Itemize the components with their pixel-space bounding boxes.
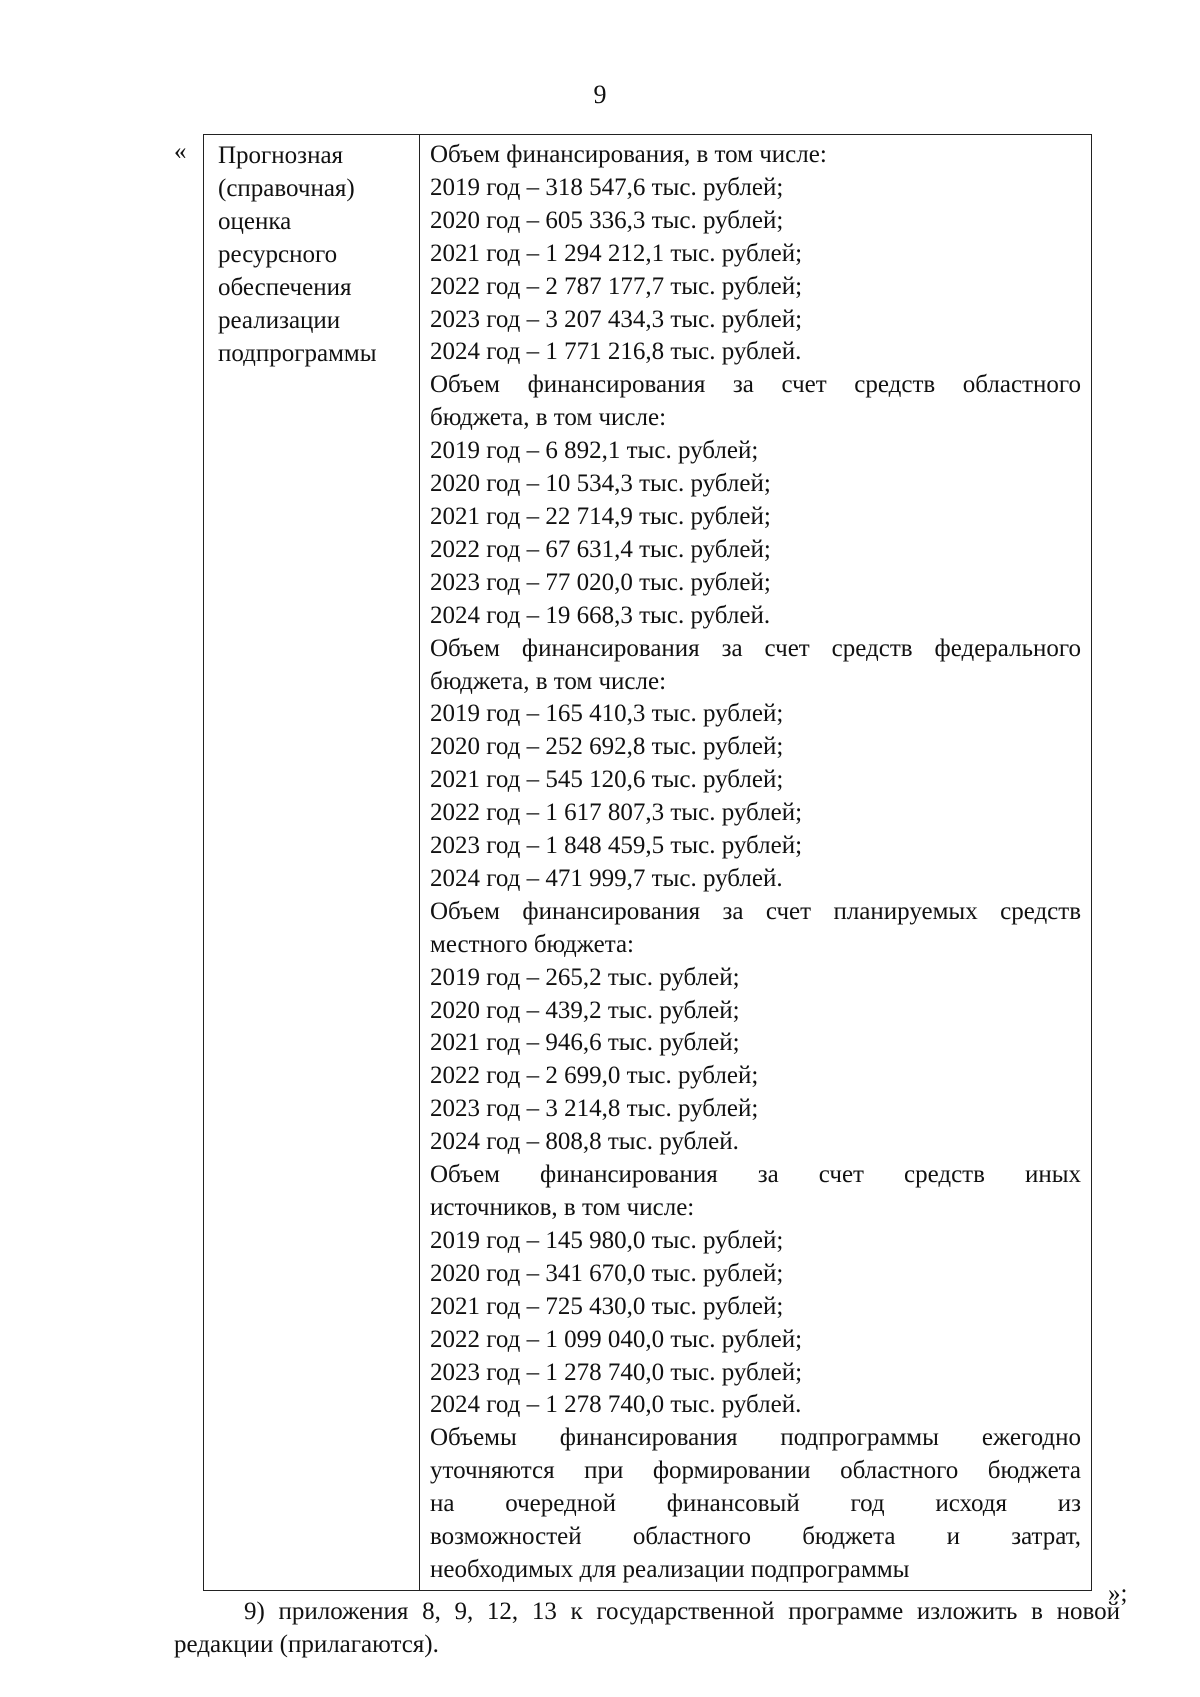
financing-line: уточняются при формировании областного бюджета bbox=[430, 1457, 1081, 1485]
financing-line: 2020 год – 605 336,3 тыс. рублей; bbox=[430, 206, 784, 234]
financing-line: 2024 год – 808,8 тыс. рублей. bbox=[430, 1128, 739, 1156]
financing-line: Объем финансирования за счет средств областного bbox=[430, 371, 1081, 399]
financing-line: 2021 год – 725 430,0 тыс. рублей; bbox=[430, 1292, 784, 1320]
closing-quote-mark: »; bbox=[1108, 1580, 1128, 1607]
label-line: (справочная) bbox=[218, 175, 355, 202]
label-line: подпрограммы bbox=[218, 340, 377, 367]
financing-line: 2023 год – 77 020,0 тыс. рублей; bbox=[430, 568, 771, 596]
content-cell bbox=[420, 135, 1091, 1590]
label-line: Прогнозная bbox=[218, 142, 344, 169]
financing-line: бюджета, в том числе: bbox=[430, 404, 667, 432]
financing-line: 2022 год – 67 631,4 тыс. рублей; bbox=[430, 535, 771, 563]
financing-line: 2022 год – 1 617 807,3 тыс. рублей; bbox=[430, 799, 803, 827]
financing-line: 2021 год – 1 294 212,1 тыс. рублей; bbox=[430, 239, 803, 267]
financing-line: Объем финансирования за счет средств иных bbox=[430, 1161, 1081, 1189]
financing-line: 2024 год – 1 771 216,8 тыс. рублей. bbox=[430, 338, 802, 366]
label-line: оценка bbox=[218, 208, 292, 235]
financing-line: бюджета, в том числе: bbox=[430, 667, 667, 695]
financing-line: источников, в том числе: bbox=[430, 1194, 695, 1221]
page-number: 9 bbox=[593, 80, 607, 109]
financing-line: 2021 год – 545 120,6 тыс. рублей; bbox=[430, 766, 784, 794]
financing-line: Объем финансирования за счет средств федерального bbox=[430, 634, 1081, 662]
financing-line: 2020 год – 439,2 тыс. рублей; bbox=[430, 996, 740, 1024]
financing-line: 2019 год – 145 980,0 тыс. рублей; bbox=[430, 1226, 784, 1254]
financing-line: 2020 год – 341 670,0 тыс. рублей; bbox=[430, 1259, 784, 1287]
financing-line: 2021 год – 22 714,9 тыс. рублей; bbox=[430, 502, 771, 530]
financing-line: 2020 год – 252 692,8 тыс. рублей; bbox=[430, 733, 784, 761]
financing-line: 2021 год – 946,6 тыс. рублей; bbox=[430, 1029, 740, 1057]
financing-line: 2020 год – 10 534,3 тыс. рублей; bbox=[430, 470, 771, 498]
resource-table bbox=[203, 134, 1092, 1591]
financing-line: 2022 год – 2 787 177,7 тыс. рублей; bbox=[430, 272, 803, 300]
financing-line: 2022 год – 1 099 040,0 тыс. рублей; bbox=[430, 1325, 803, 1353]
financing-line: 2023 год – 3 207 434,3 тыс. рублей; bbox=[430, 305, 803, 333]
opening-quote-mark: « bbox=[174, 138, 187, 165]
financing-line: 2019 год – 265,2 тыс. рублей; bbox=[430, 963, 740, 991]
financing-line: 2023 год – 1 848 459,5 тыс. рублей; bbox=[430, 832, 803, 860]
financing-line: 2019 год – 6 892,1 тыс. рублей; bbox=[430, 437, 759, 465]
financing-line: необходимых для реализации подпрограммы bbox=[430, 1555, 910, 1583]
financing-line: 2024 год – 1 278 740,0 тыс. рублей. bbox=[430, 1391, 802, 1419]
financing-line: 2024 год – 471 999,7 тыс. рублей. bbox=[430, 864, 783, 892]
financing-line: Объем финансирования за счет планируемых средств bbox=[430, 897, 1081, 925]
financing-line: возможностей областного бюджета и затрат, bbox=[430, 1523, 1081, 1551]
financing-line: на очередной финансовый год исходя из bbox=[430, 1490, 1081, 1518]
amendment-paragraph: 9) приложения 8, 9, 12, 13 к государственной программе изложить в новой редакции (прилагаются). bbox=[174, 1598, 1120, 1658]
label-line: обеспечения bbox=[218, 274, 352, 301]
financing-line: 2023 год – 1 278 740,0 тыс. рублей; bbox=[430, 1358, 803, 1386]
label-line: реализации bbox=[218, 307, 341, 334]
financing-line: 2019 год – 165 410,3 тыс. рублей; bbox=[430, 700, 784, 728]
financing-line: 2023 год – 3 214,8 тыс. рублей; bbox=[430, 1095, 759, 1123]
financing-line: 2019 год – 318 547,6 тыс. рублей; bbox=[430, 173, 784, 201]
financing-line: 2022 год – 2 699,0 тыс. рублей; bbox=[430, 1062, 759, 1090]
label-line: ресурсного bbox=[218, 241, 338, 268]
financing-line: 2024 год – 19 668,3 тыс. рублей. bbox=[430, 601, 771, 629]
financing-line: Объемы финансирования подпрограммы ежегодно bbox=[430, 1424, 1081, 1452]
financing-line: местного бюджета: bbox=[430, 930, 634, 958]
label-cell bbox=[204, 135, 420, 1590]
financing-line: Объем финансирования, в том числе: bbox=[430, 141, 827, 168]
